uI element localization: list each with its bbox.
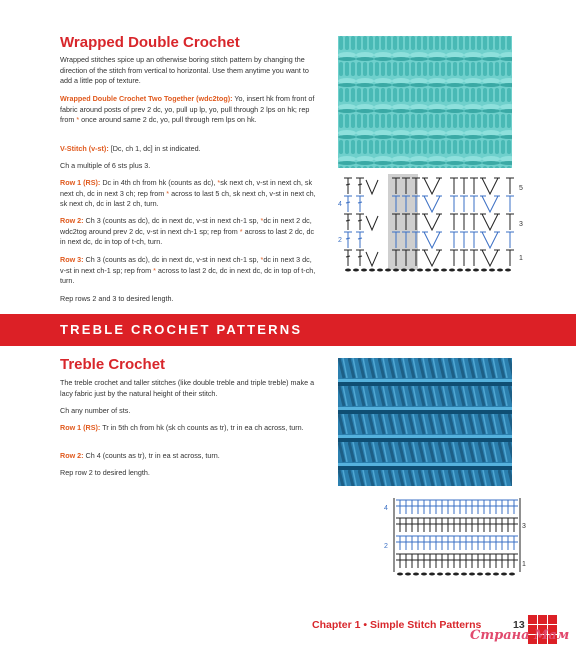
- treble-row2: Row 2: Ch 4 (counts as tr), tr in ea st across, turn.: [60, 451, 220, 460]
- wdc2tog-definition: Wrapped Double Crochet Two Together (wdc2tog): Yo, insert hk from front of fabric around posts of prev 2 dc, yo, pull up lp, yo, pull through 2 lps on hk; rep from * once around same 2 dc, yo, pull through rem lps on hk.: [60, 94, 315, 125]
- chart2-row-label-2: 2: [384, 543, 388, 550]
- wrapped-double-crochet-swatch: [338, 36, 512, 168]
- wrapped-double-crochet-chart: [336, 172, 532, 274]
- banner-title: TREBLE CROCHET PATTERNS: [60, 322, 303, 337]
- wrapped-repeat: Rep rows 2 and 3 to desired length.: [60, 294, 174, 303]
- chart1-row-label-2: 2: [338, 237, 342, 244]
- chart1-row-label-3: 3: [519, 221, 523, 228]
- treble-crochet-patterns-banner: [0, 314, 576, 346]
- chart2-row-label-1: 1: [522, 561, 526, 568]
- treble-crochet-chart: [380, 494, 530, 578]
- chart2-row-label-3: 3: [522, 523, 526, 530]
- treble-any: Ch any number of sts.: [60, 406, 131, 415]
- treble-crochet-swatch: [338, 358, 512, 486]
- chapter-footer: Chapter 1 • Simple Stitch Patterns: [312, 619, 482, 631]
- chart1-row-label-4: 4: [338, 201, 342, 208]
- treble-row1: Row 1 (RS): Tr in 5th ch from hk (sk ch counts as tr), tr in ea ch across, turn.: [60, 423, 304, 432]
- chart1-row-label-1: 1: [519, 255, 523, 262]
- page-number: 13: [513, 619, 525, 631]
- treble-intro: The treble crochet and taller stitches (like double treble and triple treble) make a lacy fabric just by the natural height of their stitch.: [60, 378, 315, 398]
- vstitch-definition: V-Stitch (v-st): [Dc, ch 1, dc] in st indicated.: [60, 144, 201, 153]
- wrapped-row2: Row 2: Ch 3 (counts as dc), dc in next dc, v-st in next ch-1 sp, *dc in next 2 dc, wdc2tog around prev 2 dc, v-st in next ch-1 sp; rep from * across to last 2 dc, dc in next dc, dc in top of t-ch, turn.: [60, 216, 315, 247]
- wrapped-intro: Wrapped stitches spice up an otherwise boring stitch pattern by changing the direction of the stitch from vertical to horizontal. Use them anytime you want to add a little pop of texture.: [60, 55, 309, 86]
- section-title-treble-crochet: Treble Crochet: [60, 356, 166, 373]
- section-title-wrapped-double-crochet: Wrapped Double Crochet: [60, 34, 240, 51]
- chart1-row-label-5: 5: [519, 185, 523, 192]
- wrapped-multiple: Ch a multiple of 6 sts plus 3.: [60, 161, 151, 170]
- wrapped-row3: Row 3: Ch 3 (counts as dc), dc in next dc, v-st in next ch-1 sp, *dc in next 3 dc, v-st in next ch-1 sp; rep from * across to last 2 dc, dc in next dc, dc in top of t-ch, turn.: [60, 255, 316, 286]
- treble-repeat: Rep row 2 to desired length.: [60, 468, 150, 477]
- wrapped-row1: Row 1 (RS): Dc in 4th ch from hk (counts as dc), *sk next ch, v-st in next ch, sk next ch, dc in next 3 ch; rep from * across to last 5 ch, sk next ch, v-st in next ch, sk next ch, dc in last 2 ch, turn.: [60, 178, 316, 209]
- chart2-row-label-4: 4: [384, 505, 388, 512]
- watermark: Страна Мам: [470, 628, 570, 643]
